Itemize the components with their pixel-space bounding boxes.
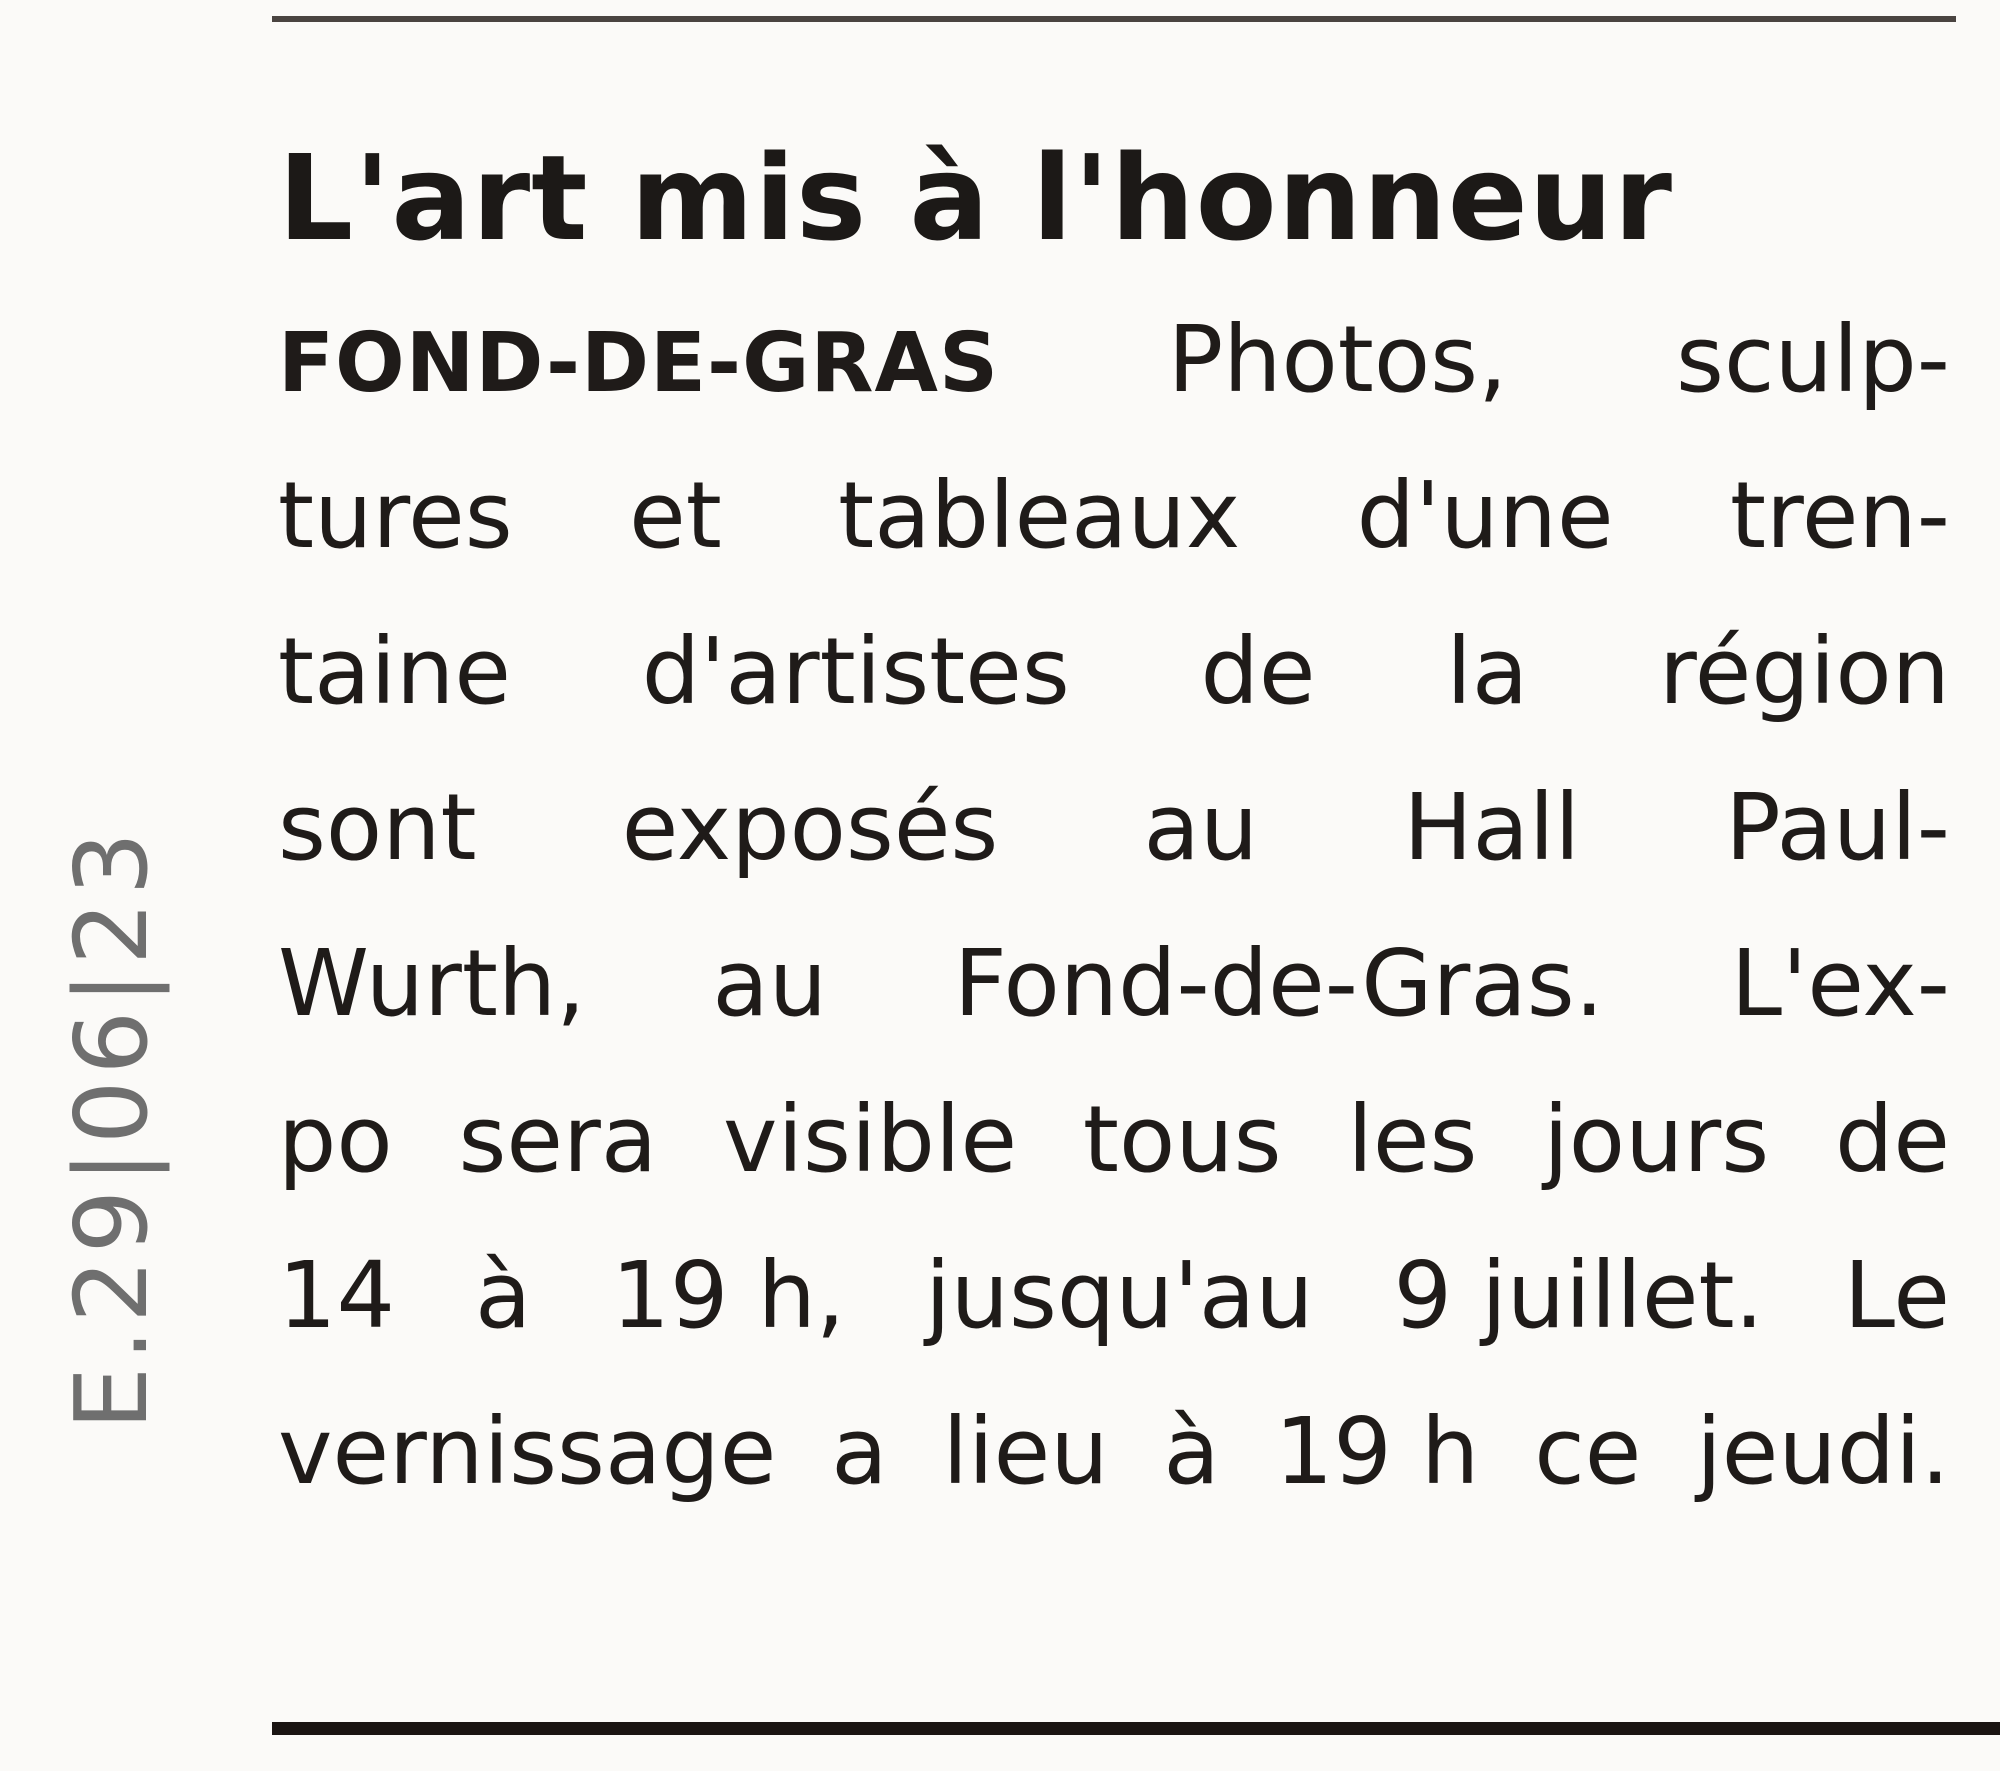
- word: d'une: [1356, 462, 1614, 569]
- bottom-rule: [272, 1722, 2000, 1735]
- word: Photos,: [1167, 306, 1508, 413]
- word: à: [475, 1242, 532, 1349]
- word: jours: [1543, 1086, 1770, 1193]
- word: Wurth,: [278, 930, 586, 1037]
- body-line: [278, 906, 1950, 1062]
- body-line: [278, 1374, 1950, 1530]
- word: au: [1143, 774, 1259, 881]
- word: L'ex-: [1730, 930, 1950, 1037]
- word: 19 h,: [611, 1242, 846, 1349]
- date-stamp: E.29|06|23: [53, 825, 170, 1430]
- word: visible: [723, 1086, 1018, 1193]
- word: de: [1834, 1086, 1950, 1193]
- dateline: FOND-DE-GRAS: [278, 316, 1000, 411]
- word: tures: [278, 462, 513, 569]
- body-line: [278, 1062, 1950, 1218]
- word: Hall: [1403, 774, 1581, 881]
- word: à: [1163, 1398, 1220, 1505]
- word: et: [629, 462, 722, 569]
- word: 19 h: [1274, 1398, 1480, 1505]
- word: lieu: [942, 1398, 1109, 1505]
- word: Le: [1843, 1242, 1950, 1349]
- word: tren-: [1729, 462, 1950, 569]
- word: tous: [1082, 1086, 1282, 1193]
- top-rule: [272, 16, 1956, 22]
- word: Fond-de-Gras.: [953, 930, 1604, 1037]
- body-line: [278, 1218, 1950, 1374]
- word: d'artistes: [641, 618, 1070, 725]
- word: tableaux: [838, 462, 1241, 569]
- word: po: [278, 1086, 393, 1193]
- word: au: [712, 930, 827, 1037]
- word: sont: [278, 774, 477, 881]
- word: taine: [278, 618, 511, 725]
- word: de: [1200, 618, 1316, 725]
- word: sculp-: [1676, 306, 1950, 413]
- body-line: [278, 282, 1950, 438]
- word: Paul-: [1725, 774, 1950, 881]
- body-line: [278, 750, 1950, 906]
- body-line: [278, 594, 1950, 750]
- word: jeudi.: [1696, 1398, 1950, 1505]
- word: 14: [278, 1242, 396, 1349]
- word: région: [1658, 618, 1950, 725]
- word: a: [831, 1398, 888, 1505]
- word: 9 juillet.: [1393, 1242, 1764, 1349]
- word: jusqu'au: [925, 1242, 1314, 1349]
- word: vernissage: [278, 1398, 777, 1505]
- word: exposés: [621, 774, 999, 881]
- body-line: [278, 438, 1950, 594]
- article: [278, 118, 1950, 1530]
- word: sera: [458, 1086, 658, 1193]
- word: la: [1446, 618, 1529, 725]
- word: ce: [1534, 1398, 1642, 1505]
- headline: L'art mis à l'honneur: [278, 129, 1673, 267]
- word: les: [1347, 1086, 1478, 1193]
- article-body: [278, 282, 1950, 1530]
